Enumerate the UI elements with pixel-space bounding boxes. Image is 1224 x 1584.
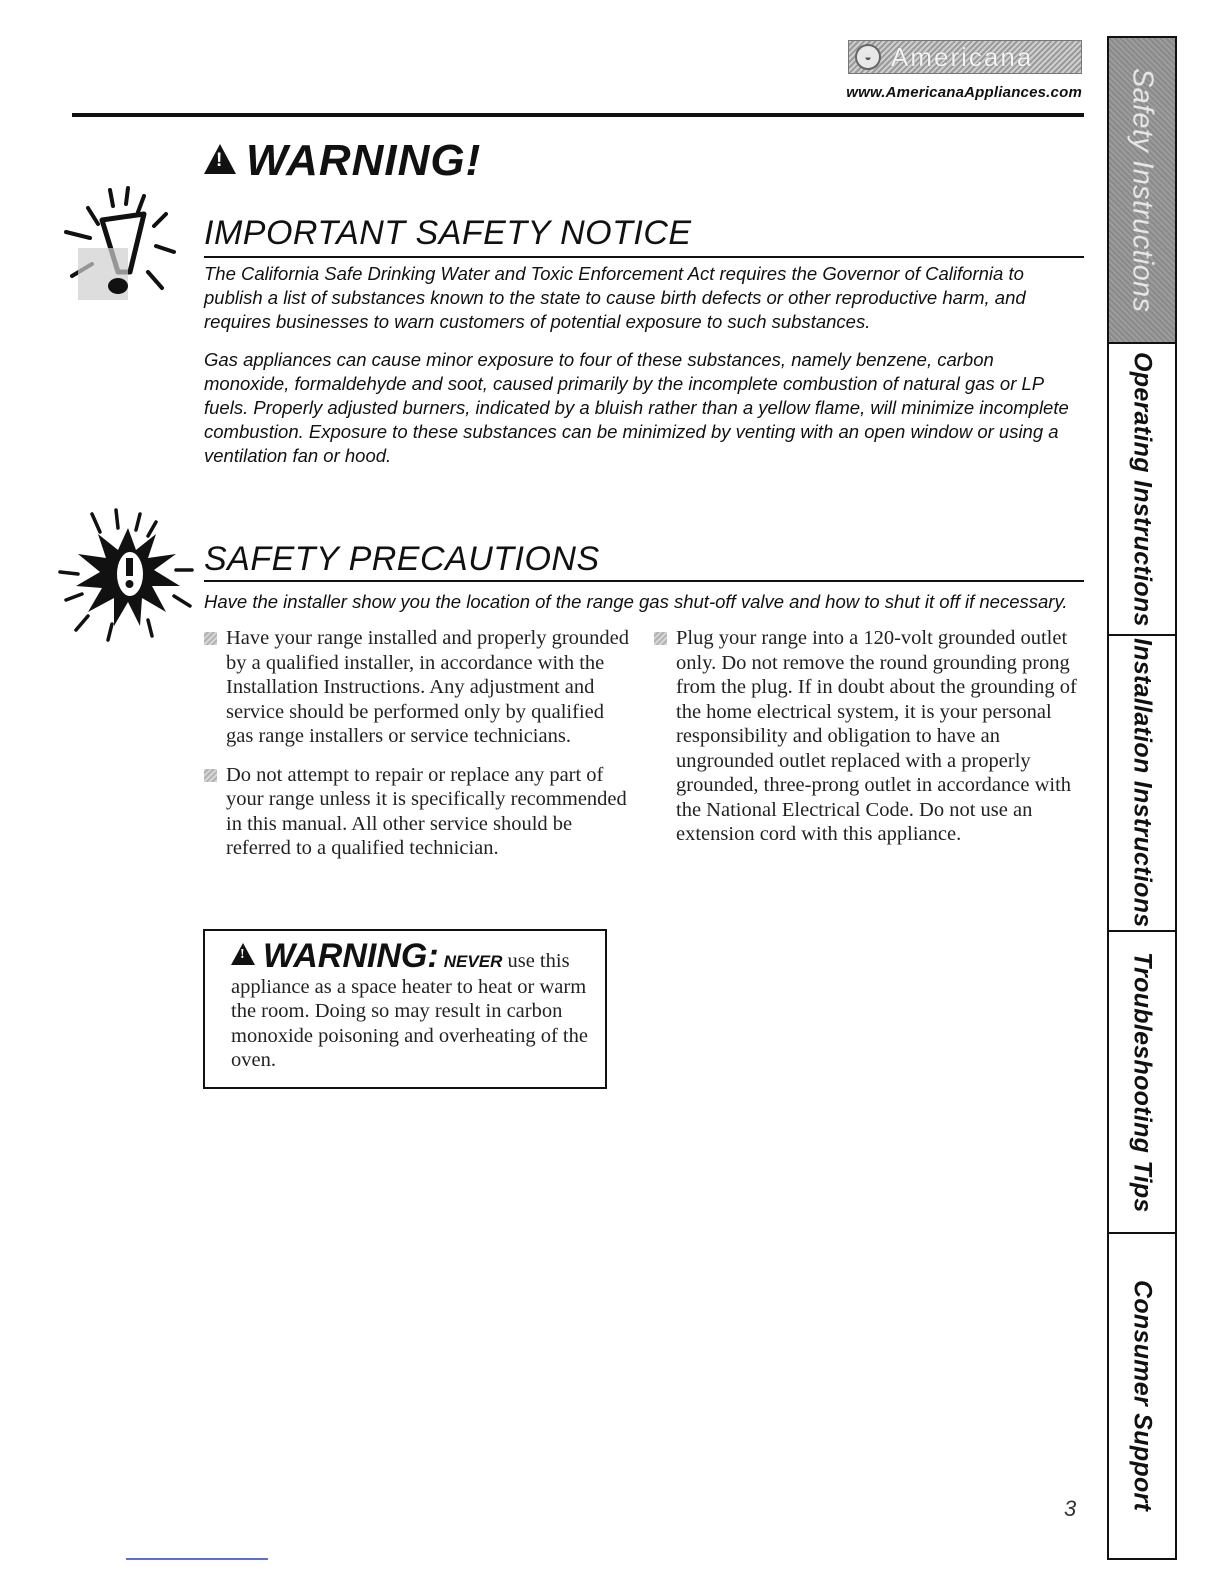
bullet-item: Plug your range into a 120-volt grounded outlet only. Do not remove the round grounding prong from the plug. If in doubt about the grounding of the home electrical system, it is your personal responsibility and obligation to have an ungrounded outlet replaced with a properly grounded, three-prong outlet in accordance with the National Electrical Code. Do not use an extension cord with this appliance. xyxy=(654,626,1084,847)
warning-title-text: WARNING! xyxy=(246,136,482,185)
tab-label: Safety Instructions xyxy=(1126,67,1159,313)
bullets-left xyxy=(204,626,636,861)
brand-emblem-icon: ◒ xyxy=(855,44,881,70)
precautions-rule xyxy=(204,580,1084,582)
tab-label: Installation Instructions xyxy=(1128,638,1157,928)
notice-paragraph-2: Gas appliances can cause minor exposure to four of these substances, namely benzene, carbon monoxide, formaldehyde and soot, caused primarily by the incomplete combustion of natural gas or LP fuels. Properly adjusted burners, indicated by a bluish rather than a yellow flame, will minimize incomplete combustion. Exposure to these substances can be minimized by venting with an open window or using a ventilation fan or hood. xyxy=(204,349,1069,466)
tab-safety-instructions[interactable] xyxy=(1109,38,1175,342)
warning-triangle-icon xyxy=(231,943,255,965)
notice-paragraph-1: The California Safe Drinking Water and Toxic Enforcement Act requires the Governor of California to publish a list of substances known to the state to cause birth defects or other reproductive harm, and requires businesses to warn customers of potential exposure to such substances. xyxy=(204,263,1026,332)
safety-starburst-icon xyxy=(56,508,200,642)
warning-title xyxy=(204,136,481,186)
tab-label: Operating Instructions xyxy=(1128,351,1157,627)
tab-label: Consumer Support xyxy=(1128,1280,1157,1512)
tab-installation-instructions[interactable] xyxy=(1109,636,1175,930)
bullet-item: Do not attempt to repair or replace any part of your range unless it is specifically recommended in this manual. All other service should be referred to a qualified technician. xyxy=(204,763,636,861)
precautions-intro: Have the installer show you the location of the range gas shut-off valve and how to shut it off if necessary. xyxy=(204,591,1068,612)
tab-operating-instructions[interactable] xyxy=(1109,344,1175,634)
tab-label: Troubleshooting Tips xyxy=(1128,951,1157,1213)
exclamation-burst-icon xyxy=(58,180,188,310)
section-tabs xyxy=(1107,36,1177,1560)
notice-rule xyxy=(204,256,1084,258)
warning-box-text: use this appliance as a space heater to heat or warm the room. Doing so may result in carbon monoxide poisoning and overheating of the oven. xyxy=(231,950,588,1071)
warning-triangle-icon xyxy=(204,144,236,174)
page-number: 3 xyxy=(1064,1496,1077,1521)
warning-box-label: WARNING: xyxy=(263,937,439,975)
space-heater-warning-box xyxy=(203,929,607,1089)
bullets-right xyxy=(654,626,1084,847)
tab-troubleshooting-tips[interactable] xyxy=(1109,932,1175,1232)
website-url[interactable]: www.AmericanaAppliances.com xyxy=(846,84,1082,101)
notice-heading: IMPORTANT SAFETY NOTICE xyxy=(204,214,692,252)
warning-box-never: NEVER xyxy=(443,952,503,971)
bullet-item: Have your range installed and properly grounded by a qualified installer, in accordance with the Installation Instructions. Any adjustment and service should be performed only by qualified gas range installers or service technicians. xyxy=(204,626,636,749)
precautions-heading: SAFETY PRECAUTIONS xyxy=(204,540,600,578)
notice-body xyxy=(204,262,1074,468)
tab-consumer-support[interactable] xyxy=(1109,1234,1175,1558)
brand-name: Americana xyxy=(891,41,1034,72)
header-divider xyxy=(72,113,1084,117)
brand-logo xyxy=(848,40,1082,74)
footer-link-underline xyxy=(126,1558,268,1560)
